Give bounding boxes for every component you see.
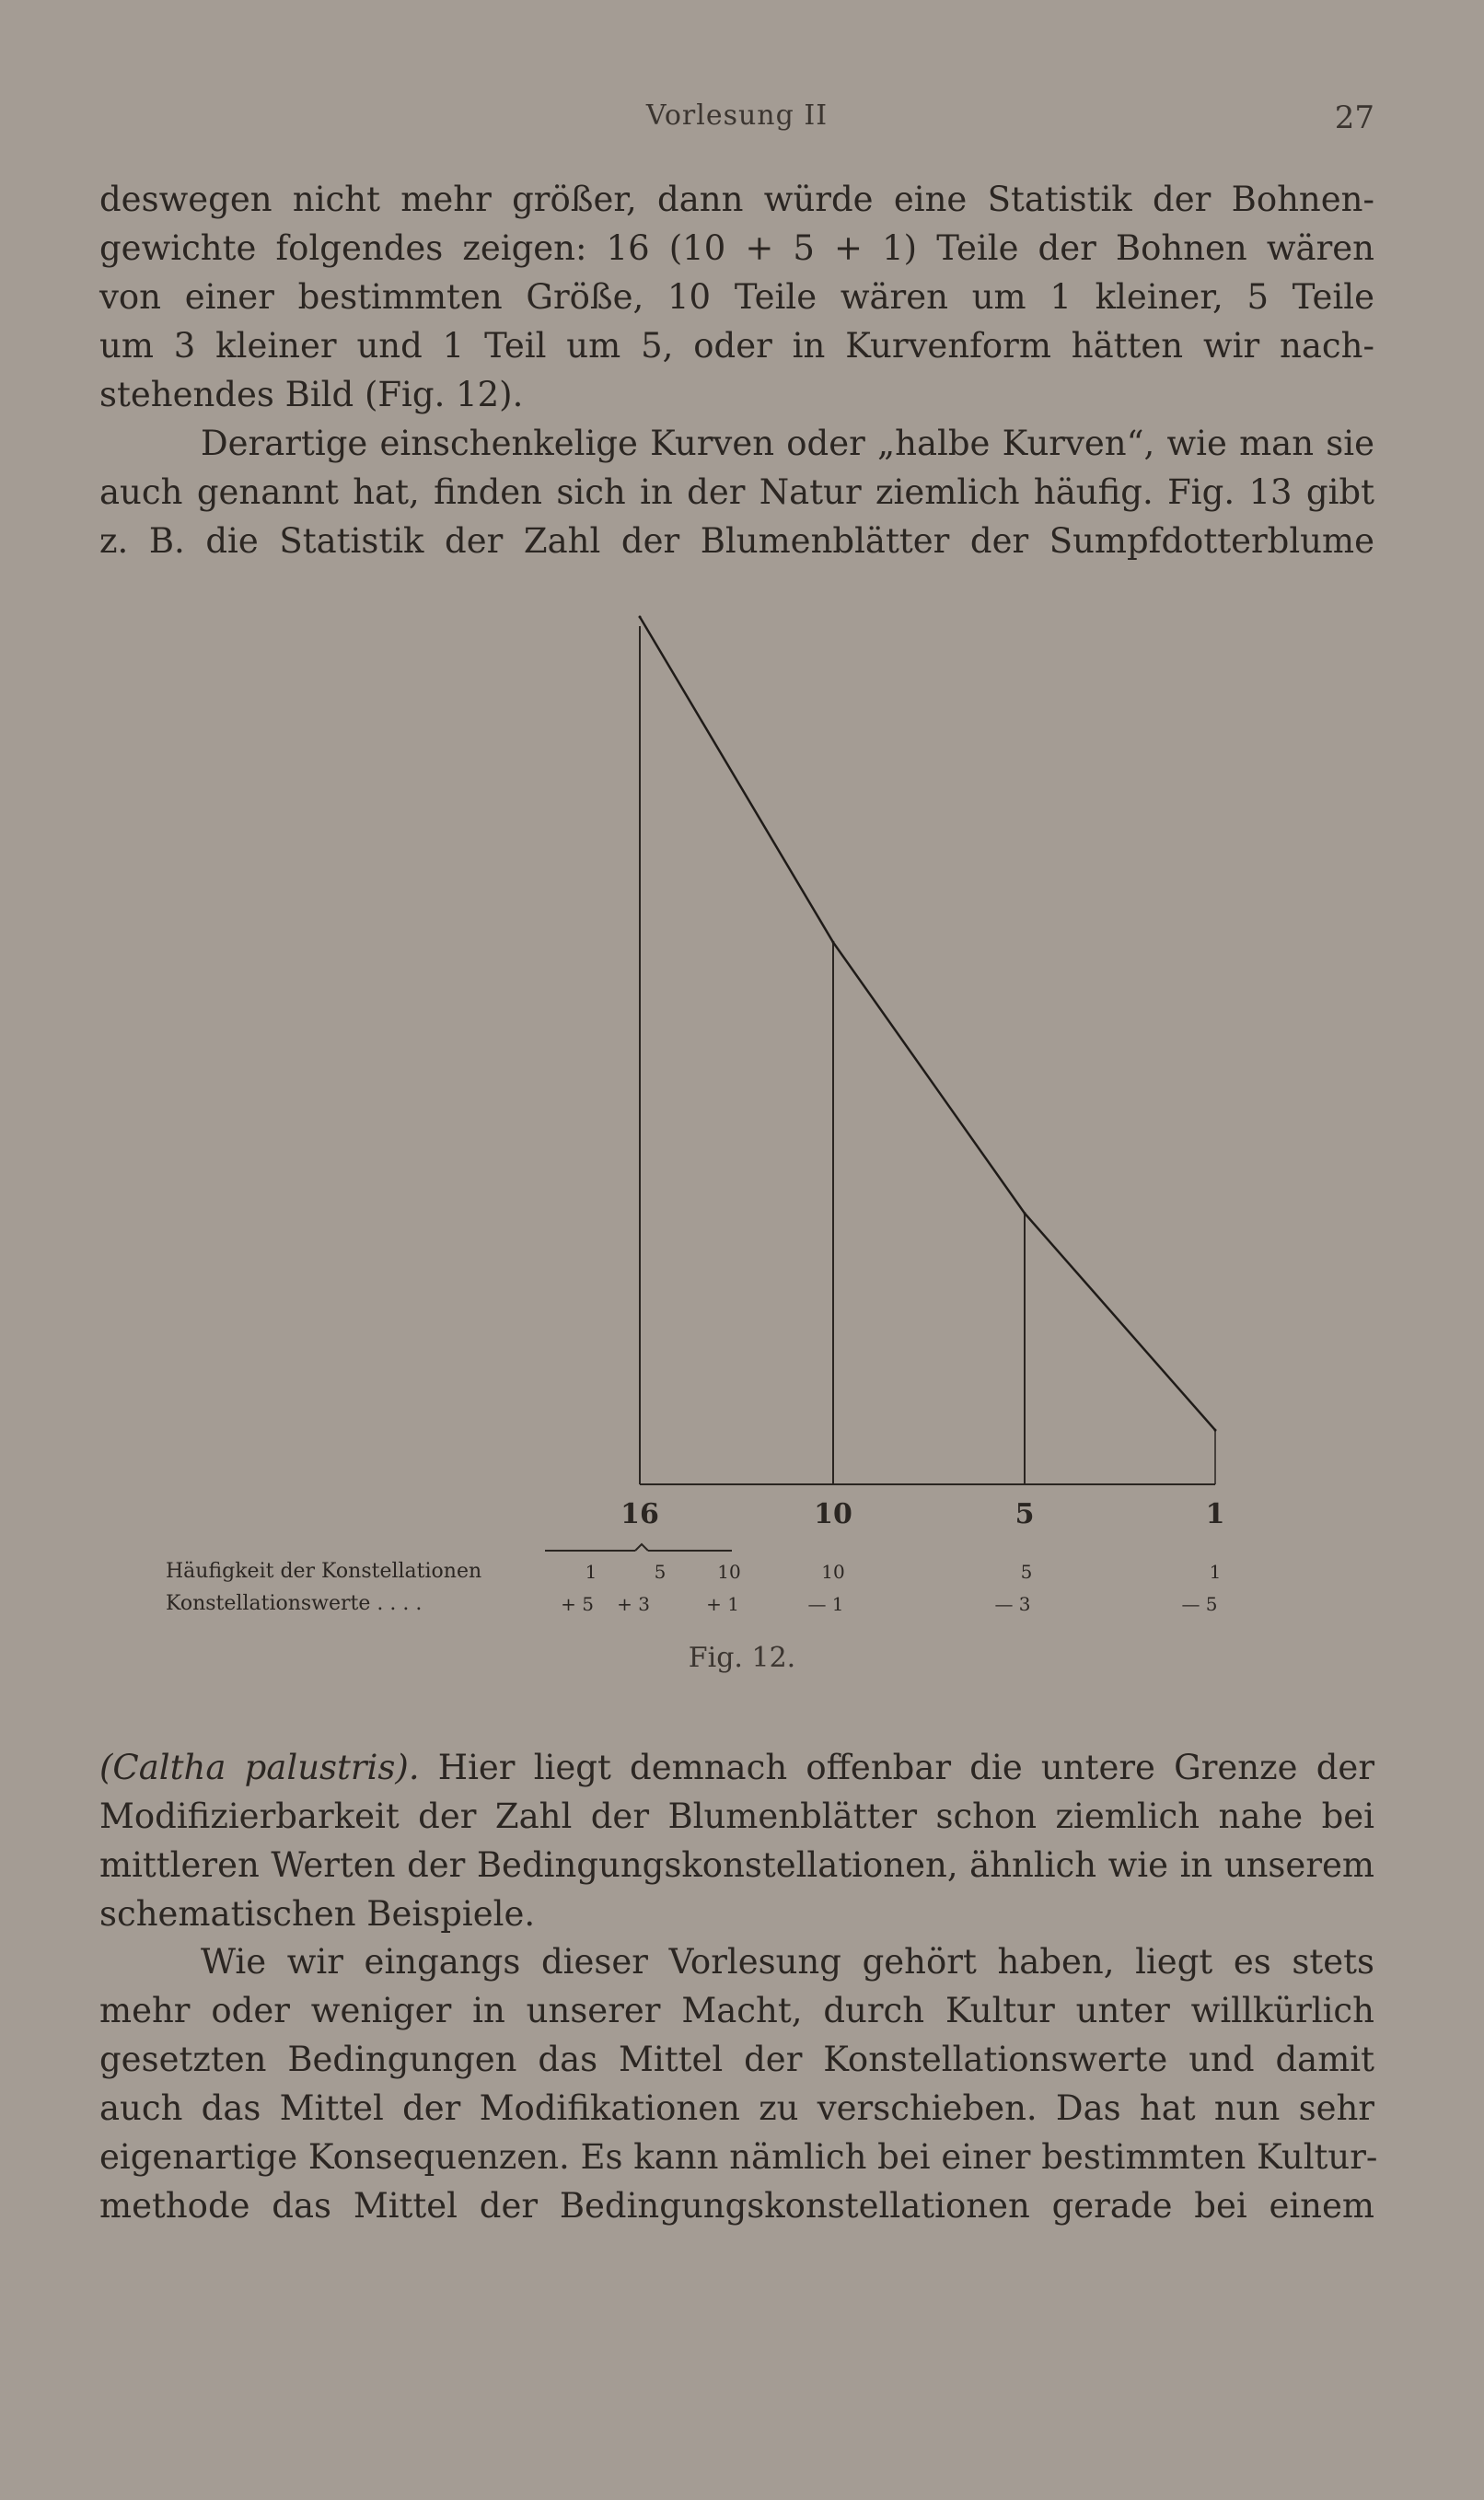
text-line: deswegen nicht mehr größer, dann würde eine Statistik der Bohnen- <box>99 180 1374 219</box>
text-line: auch genannt hat, finden sich in der Natur ziemlich häufig. Fig. 13 gibt <box>99 472 1374 512</box>
data-point-10 <box>832 941 835 944</box>
constellation-value: + 3 <box>617 1593 650 1615</box>
frequency-value: 5 <box>1020 1561 1033 1583</box>
text-line: methode das Mittel der Bedingungskonstellationen gerade bei einem <box>99 2186 1374 2226</box>
text-line: eigenartige Konsequenzen. Es kann nämlich bei einer bestimmten Kultur- <box>99 2137 1378 2177</box>
constellation-value: + 1 <box>706 1593 739 1615</box>
constellation-value: — 5 <box>1181 1593 1218 1615</box>
frequency-value: 1 <box>1209 1561 1222 1583</box>
constellation-value: + 5 <box>561 1593 594 1615</box>
text-line: Wie wir eingangs dieser Vorlesung gehört haben, liegt es stets <box>201 1942 1374 1982</box>
page-number: 27 <box>1334 99 1374 136</box>
text-line: stehendes Bild (Fig. 12). <box>99 375 524 414</box>
brace-tip <box>635 1544 648 1551</box>
text-line: Derartige einschenkelige Kurven oder „halbe Kurven“, wie man sie <box>201 424 1374 463</box>
text-line: z. B. die Statistik der Zahl der Blumenblätter der Sumpfdotterblume <box>99 521 1374 561</box>
constellation-value: — 3 <box>994 1593 1031 1615</box>
text-line: schematischen Beispiele. <box>99 1894 536 1934</box>
frequency-value: 10 <box>717 1561 741 1583</box>
data-point-1 <box>1214 1429 1217 1432</box>
text-line: von einer bestimmten Größe, 10 Teile wären um 1 kleiner, 5 Teile <box>99 277 1374 317</box>
text-line: auch das Mittel der Modifikationen zu verschieben. Das hat nun sehr <box>99 2088 1374 2128</box>
frequency-value: 5 <box>654 1561 667 1583</box>
text-line: um 3 kleiner und 1 Teil um 5, oder in Kurvenform hätten wir nach- <box>99 326 1374 366</box>
tick-label-10: 10 <box>814 1498 852 1530</box>
tick-label-16: 16 <box>620 1498 659 1530</box>
text-line: mehr oder weniger in unserer Macht, durch Kultur unter willkürlich <box>99 1991 1374 2030</box>
text-line: gewichte folgendes zeigen: 16 (10 + 5 + 1) Teile der Bohnen wären <box>99 228 1374 268</box>
tick-label-1: 1 <box>1205 1498 1225 1530</box>
figure-caption: Fig. 12. <box>688 1642 796 1674</box>
species-name: (Caltha palustris). <box>99 1748 420 1787</box>
text-line: Modifizierbarkeit der Zahl der Blumenblätter schon ziemlich nahe bei <box>99 1797 1374 1836</box>
data-point-5 <box>1024 1212 1026 1215</box>
text-line: mittleren Werten der Bedingungskonstellationen, ähnlich wie in unserem <box>99 1845 1374 1885</box>
data-point-16 <box>639 616 642 619</box>
frequency-curve <box>640 617 1215 1430</box>
row-label-frequency: Häufigkeit der Konstellationen <box>166 1560 482 1583</box>
tick-label-5: 5 <box>1014 1498 1035 1530</box>
row-label-values: Konstellationswerte . . . . <box>166 1592 423 1615</box>
constellation-value: — 1 <box>807 1593 844 1615</box>
paragraph-4 <box>99 1937 1378 2230</box>
text-line <box>99 1743 1374 1792</box>
text-line: gesetzten Bedingungen das Mittel der Konstellationswerte und damit <box>99 2040 1374 2079</box>
frequency-value: 1 <box>585 1561 597 1583</box>
frequency-value: 10 <box>821 1561 845 1583</box>
text-fragment: Hier liegt demnach offenbar die untere Grenze der <box>419 1748 1375 1787</box>
paragraph-3 <box>99 1743 1374 1938</box>
running-head-title: Vorlesung II <box>645 99 829 132</box>
